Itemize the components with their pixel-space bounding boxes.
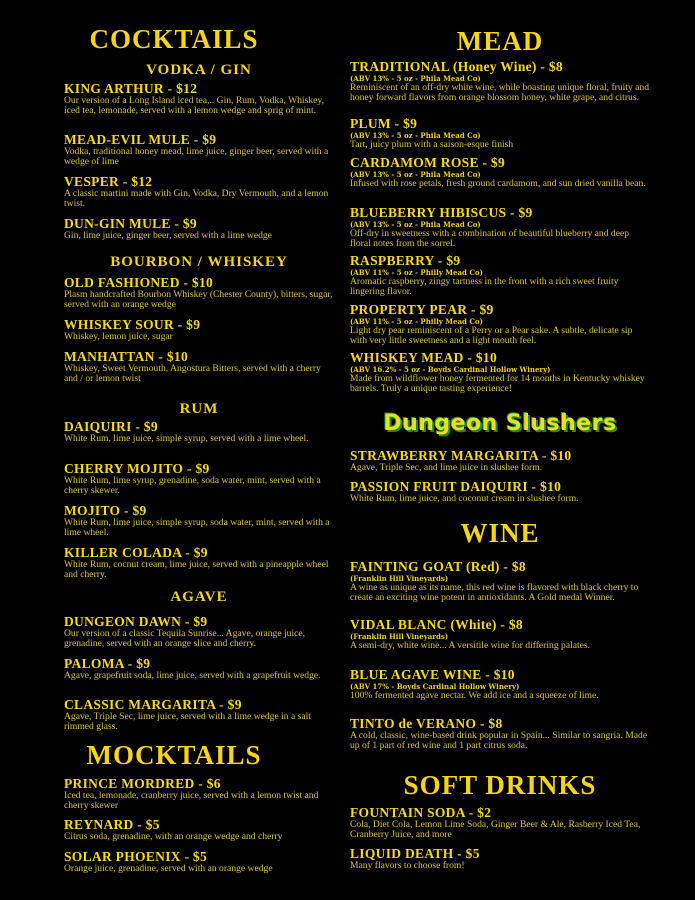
menu-item	[350, 806, 650, 840]
item-description: Agave, Triple Sec, lime juice, served with a lime wedge in a salt rimmed glass.	[64, 711, 311, 732]
menu-item	[350, 303, 650, 346]
menu-item	[64, 818, 334, 842]
item-details: (ABV 16.2% - 5 oz - Boyds Cardinal Hollow Winery)	[350, 365, 551, 374]
item-description: Many flavors to choose from!	[350, 860, 465, 871]
item-name: LIQUID DEATH - $5	[350, 846, 480, 861]
vodka-gin-heading: VODKA / GIN	[146, 62, 252, 78]
mead-heading: MEAD	[456, 26, 544, 56]
item-description: A wine as unique as its name, this red wine is flavored with black cherry to create an exciting wine potent in antioxidants. A Gold medal Winner.	[350, 582, 639, 603]
item-name: OLD FASHIONED - $10	[64, 275, 214, 290]
item-name: CARDAMOM ROSE - $9	[350, 155, 506, 170]
item-description: Iced tea, lemonade, cranberry juice, served with a lemon twist and cherry skewer	[64, 790, 319, 811]
item-details: (ABV 13% - 5 oz - Phila Mead Co)	[350, 131, 481, 140]
menu-item	[64, 462, 334, 496]
item-name: VESPER - $12	[64, 174, 153, 189]
menu-item	[64, 698, 334, 732]
item-description: Agave, Triple Sec, and lime juice in slushee form.	[350, 462, 543, 473]
item-name: PASSION FRUIT DAIQUIRI - $10	[350, 479, 562, 494]
menu-item	[64, 777, 334, 811]
item-details: (ABV 13% - 5 oz - Phila Mead Co)	[350, 74, 481, 83]
item-details: (ABV 11% - 5 oz - Philly Mead Co)	[350, 317, 483, 326]
menu-item	[64, 318, 334, 342]
menu-item	[64, 82, 334, 116]
item-description: Whiskey, lemon juice, sugar	[64, 331, 173, 342]
item-name: RASPBERRY - $9	[350, 253, 461, 268]
menu-item	[64, 175, 334, 209]
item-description: Off-dry in sweetness with a combination of beautiful blueberry and deep floral notes from the sorrel.	[350, 228, 630, 249]
menu-item	[350, 847, 650, 871]
menu-item	[64, 276, 334, 310]
item-name: DUN-GIN MULE - $9	[64, 216, 197, 231]
item-description: Plasm handcrafted Bourbon Whiskey (Chester County), bitters, sugar, served with an orange wedge	[64, 289, 333, 310]
item-name: REYNARD - $5	[64, 817, 160, 832]
item-description: Gin, lime juice, ginger beer, served with a lime wedge	[64, 230, 272, 241]
item-description: White Rum, lime syrup, grenadine, soda water, mint, served with a cherry skewer.	[64, 475, 321, 496]
item-description: A classic martini made with Gin, Vodka, Dry Vermouth, and a lemon twist.	[64, 188, 329, 209]
item-name: FAINTING GOAT (Red) - $8	[350, 559, 526, 574]
menu-item	[350, 351, 650, 394]
item-details: (ABV 17% - Boyds Cardinal Hollow Winery)	[350, 682, 520, 691]
item-name: MEAD-EVIL MULE - $9	[64, 132, 217, 147]
wine-heading: WINE	[460, 518, 540, 548]
item-name: DUNGEON DAWN - $9	[64, 614, 208, 629]
right-column	[350, 0, 650, 900]
menu-item	[64, 504, 334, 538]
menu-item	[64, 850, 334, 874]
item-name: BLUEBERRY HIBISCUS - $9	[350, 205, 533, 220]
item-name: WHISKEY MEAD - $10	[350, 350, 498, 365]
bourbon-whiskey-heading: BOURBON / WHISKEY	[110, 254, 288, 270]
item-description: Made from wildflower honey fermented for 14 months in Kentucky whiskey barrels. Truly a unique tasting experience!	[350, 373, 645, 394]
item-name: VIDAL BLANC (White) - $8	[350, 617, 523, 632]
menu-item	[350, 117, 650, 150]
dungeon-slushers-logo: Dungeon Slushers	[383, 411, 617, 436]
menu-item	[350, 560, 650, 603]
menu-item	[350, 717, 650, 751]
item-name: TINTO de VERANO - $8	[350, 716, 503, 731]
item-name: CLASSIC MARGARITA - $9	[64, 697, 242, 712]
item-name: KING ARTHUR - $12	[64, 81, 198, 96]
item-description: Our version of a Long Island iced tea,.. Gin, Rum, Vodka, Whiskey, iced tea, lemonade, served with a lemon wedge and sprig of mint.	[64, 95, 324, 116]
menu-item	[64, 420, 334, 444]
item-details: (ABV 13% - 5 oz - Phila Mead Co)	[350, 170, 481, 179]
item-description: Cola, Diet Cola, Lemon Lime Soda, Ginger Beer & Ale, Rasberry Iced Tea, Cranberry Juice, and more	[350, 819, 641, 840]
item-description: White Rum, cocnut cream, lime juice, served with a pineapple wheel and cherry.	[64, 559, 329, 580]
item-description: Aromatic raspberry, zingy tartness in the front with a rich sweet fruity lingering flavor.	[350, 276, 619, 297]
menu-item	[64, 546, 334, 580]
item-description: Reminiscent of an off-dry white wine, while boasting unique floral, fruity and honey forward flavors from orange blossom honey, white grape, and citrus.	[350, 82, 650, 103]
item-description: Orange juice, grenadine, served with an orange wedge	[64, 863, 273, 874]
item-description: Vodka, traditional honey mead, lime juice, ginger beer, served with a wedge of lime	[64, 146, 329, 167]
item-description: Our version of a classic Tequila Sunrise... Agave, orange juice, grenadine, served with an orange slice and cherry.	[64, 628, 306, 649]
menu-item	[350, 480, 650, 504]
menu-item	[350, 254, 650, 297]
item-name: KILLER COLADA - $9	[64, 545, 208, 560]
item-details: (ABV 13% - 5 oz - Phila Mead Co)	[350, 220, 481, 229]
item-description: Light dry pear reminiscent of a Perry or a Pear sake. A subtle, delicate sip with very little sweetness and a light mouth feel.	[350, 325, 633, 346]
menu-item	[350, 668, 650, 701]
item-name: DAIQUIRI - $9	[64, 419, 158, 434]
item-name: FOUNTAIN SODA - $2	[350, 805, 492, 820]
item-name: CHERRY MOJITO - $9	[64, 461, 210, 476]
menu-item	[64, 217, 334, 241]
item-description: Agave, grapefruit soda, lime juice, served with a grapefruit wedge.	[64, 670, 321, 681]
menu-item	[350, 206, 650, 249]
menu-item	[64, 350, 334, 384]
item-name: PRINCE MORDRED - $6	[64, 776, 221, 791]
item-name: WHISKEY SOUR - $9	[64, 317, 201, 332]
left-column	[64, 0, 334, 900]
item-description: A cold, classic, wine-based drink popular in Spain... Similar to sangria. Made up of 1 part of red wine and 1 part citrus soda.	[350, 730, 648, 751]
item-name: TRADITIONAL (Honey Wine) - $8	[350, 59, 563, 74]
item-description: Tart, juicy plum with a saison-esque finish	[350, 139, 514, 150]
menu-item	[64, 657, 334, 681]
item-name: MOJITO - $9	[64, 503, 147, 518]
menu-item	[350, 618, 650, 651]
menu-item	[350, 156, 650, 189]
item-name: PALOMA - $9	[64, 656, 151, 671]
mocktails-heading: MOCKTAILS	[86, 740, 262, 770]
item-details: (ABV 11% - 5 oz - Philly Mead Co)	[350, 268, 483, 277]
agave-heading: AGAVE	[170, 589, 228, 605]
item-name: PLUM - $9	[350, 116, 418, 131]
menu-item	[350, 449, 650, 473]
menu-item	[350, 60, 650, 103]
item-description: White Rum, lime juice, simple syrup, served with a lime wheel.	[64, 433, 309, 444]
cocktails-heading: COCKTAILS	[89, 24, 259, 54]
item-description: Whiskey, Sweet Vermouth, Angostura Bitters, served with a cherry and / or lemon twist	[64, 363, 321, 384]
menu-item	[64, 615, 334, 649]
item-name: MANHATTAN - $10	[64, 349, 188, 364]
item-description: Citrus soda, grenadine, with an orange wedge and cherry	[64, 831, 283, 842]
rum-heading: RUM	[179, 401, 219, 417]
item-description: 100% fermented agave nectar. We add ice and a squeeze of lime.	[350, 690, 599, 701]
item-description: A semi-dry, white wine... A versitile wine for differing palates.	[350, 640, 591, 651]
item-description: Infused with rose petals, fresh ground cardamom, and sun dried vanilla bean.	[350, 178, 646, 189]
soft-drinks-heading: SOFT DRINKS	[403, 770, 597, 800]
item-name: BLUE AGAVE WINE - $10	[350, 667, 515, 682]
item-name: PROPERTY PEAR - $9	[350, 302, 494, 317]
item-description: White Rum, lime juice, simple syrup, soda water, mint, served with a lime wheel.	[64, 517, 330, 538]
item-description: White Rum, lime juice, and coconut cream in slushee form.	[350, 493, 579, 504]
item-name: STRAWBERRY MARGARITA - $10	[350, 448, 572, 463]
menu-item	[64, 133, 334, 167]
item-details: (Franklin Hill Vineyards)	[350, 632, 449, 641]
item-details: (Franklin Hill Vineyards)	[350, 574, 449, 583]
item-name: SOLAR PHOENIX - $5	[64, 849, 208, 864]
